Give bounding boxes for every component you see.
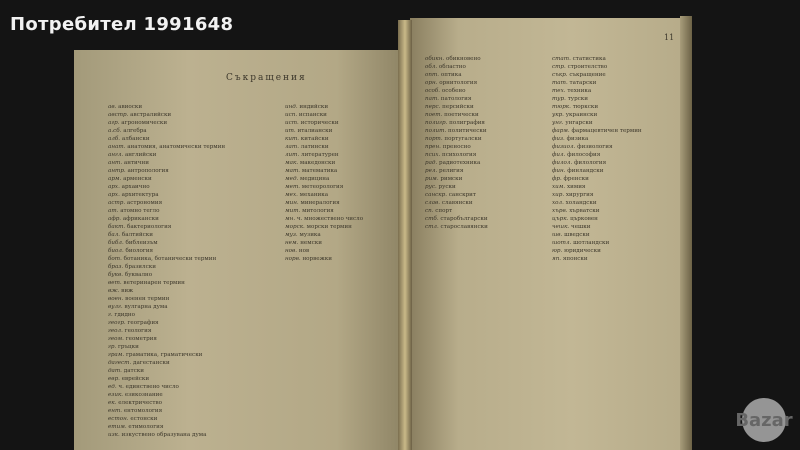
abbreviation-entry: унг. унгарски [552,120,593,126]
abbreviation-column-right-1 [425,55,550,231]
abbreviation-entry: англ. английски [108,152,157,158]
abbreviation-entry: воен. военен термин [108,296,170,302]
abbreviation-column-left-2 [285,103,397,263]
abbreviation-entry: мин. минералогия [285,200,340,206]
abbreviation-entry: агр. агрономически [108,120,168,126]
abbreviation-entry: шв. шведски [552,232,590,238]
bazar-logo-icon: Bazar [735,409,793,431]
abbreviation-entry: арм. арменски [108,176,152,182]
abbreviation-entry: норв. норвежки [285,256,332,262]
abbreviation-entry: език. езикознание [108,392,163,398]
abbreviation-entry: дагест. дагестански [108,360,170,366]
abbreviation-entry: библ. библеизъм [108,240,158,246]
abbreviation-entry: мет. метеорология [285,184,344,190]
abbreviation-entry: етим. етимология [108,424,164,430]
abbreviation-entry: естон. естонски [108,416,158,422]
abbreviation-column-right-2 [552,55,680,263]
abbreviation-entry: лит. литературен [285,152,339,158]
abbreviation-entry: вет. ветеринарен термин [108,280,185,286]
abbreviation-entry: антр. антропология [108,168,169,174]
abbreviation-entry: фр. френски [552,176,589,182]
abbreviation-entry: стр. строителство [552,64,608,70]
abbreviation-entry: орн. орнитология [425,80,478,86]
abbreviation-entry: тур. турски [552,96,589,102]
abbreviation-entry: вулг. вулгарна дума [108,304,168,310]
abbreviation-entry: арх. архитектура [108,192,159,198]
abbreviation-entry: ент. ентомология [108,408,163,414]
abbreviation-entry: тех. техника [552,88,592,94]
abbreviation-entry: ат. атомно тегло [108,208,160,214]
abbreviation-entry: хърв. хърватски [552,208,600,214]
abbreviation-entry: австр. австралийски [108,112,172,118]
abbreviation-entry: мед. медицина [285,176,330,182]
abbreviation-entry: санскр. санскрит [425,192,477,198]
abbreviation-entry: обл. областно [425,64,466,70]
abbreviation-entry: мат. математика [285,168,338,174]
abbreviation-entry: мит. митология [285,208,334,214]
abbreviation-entry: рел. религия [425,168,464,174]
abbreviation-entry: рад. радиотехника [425,160,481,166]
abbreviation-entry: съкр. съкращение [552,72,606,78]
abbreviation-entry: ек. електричество [108,400,163,406]
abbreviation-entry: порт. португалски [425,136,482,142]
abbreviation-entry: укр. украински [552,112,598,118]
abbreviation-entry: афр. африкански [108,216,159,222]
abbreviation-entry: слав. славянски [425,200,473,206]
abbreviation-entry: геом. геометрия [108,336,157,342]
section-heading: Съкращения [226,73,307,83]
abbreviation-entry: хир. хирургия [552,192,594,198]
abbreviation-entry: нов. нов [285,248,310,254]
abbreviation-entry: лат. латински [285,144,329,150]
abbreviation-entry: ист. исторически [285,120,339,126]
abbreviation-entry: дат. датски [108,368,144,374]
abbreviation-entry: мак. македонски [285,160,336,166]
abbreviation-entry: полит. политически [425,128,487,134]
book-page-edge [680,16,692,450]
abbreviation-entry: мех. механика [285,192,329,198]
abbreviation-entry: тат. татарски [552,80,597,86]
abbreviation-entry: поет. поетически [425,112,479,118]
abbreviation-entry: бал. балтийски [108,232,154,238]
abbreviation-entry: бот. ботаника, ботанически термин [108,256,217,262]
abbreviation-entry: пат. патология [425,96,472,102]
abbreviation-entry: г. гдидно [108,312,136,318]
abbreviation-entry: опт. оптика [425,72,462,78]
abbreviation-entry: арх. архаично [108,184,150,190]
abbreviation-entry: особ. особено [425,88,466,94]
abbreviation-entry: полигр. полиграфия [425,120,485,126]
abbreviation-entry: стат. статистика [552,56,606,62]
abbreviation-entry: вж. виж [108,288,134,294]
abbreviation-entry: физиол. физиология [552,144,613,150]
abbreviation-entry: фарм. фармацевтичен термин [552,128,642,134]
abbreviation-entry: исп. испански [285,112,327,118]
abbreviation-entry: геогр. география [108,320,159,326]
abbreviation-entry: инд. индийски [285,104,329,110]
abbreviation-entry: фил. философия [552,152,601,158]
abbreviation-entry: мн. ч. множествено число [285,216,364,222]
abbreviation-entry: рим. римски [425,176,463,182]
abbreviation-entry: грам. граматика, граматически [108,352,203,358]
abbreviation-entry: тюрк. тюркски [552,104,599,110]
abbreviation-entry: евр. еврейски [108,376,150,382]
abbreviation-entry: яп. японски [552,256,588,262]
abbreviation-entry: алб. албански [108,136,150,142]
abbreviation-entry: бакт. бактериология [108,224,172,230]
abbreviation-entry: анат. анатомия, анатомически термин [108,144,226,150]
abbreviation-entry: обикн. обикновено [425,56,481,62]
abbreviation-entry: ант. антични [108,160,149,166]
abbreviation-entry: биол. биология [108,248,154,254]
abbreviation-entry: фин. финландски [552,168,604,174]
abbreviation-entry: а.сб. алгебра [108,128,147,134]
abbreviation-entry: псих. психология [425,152,477,158]
abbreviation-entry: браз. бразилски [108,264,156,270]
book-spine [398,20,412,450]
abbreviation-column-left-1 [108,103,268,439]
abbreviation-entry: стл. старославянски [425,224,488,230]
abbreviation-entry: нем. немски [285,240,322,246]
user-watermark: Потребител 1991648 [10,14,234,35]
abbreviation-entry: букв. буквално [108,272,153,278]
abbreviation-entry: ит. италиански [285,128,333,134]
abbreviation-entry: физ. физика [552,136,589,142]
abbreviation-entry: църк. църковен [552,216,598,222]
bazar-logo [735,398,793,442]
abbreviation-entry: хим. химия [552,184,586,190]
page-number: 11 [664,33,675,42]
abbreviation-entry: рус. руски [425,184,456,190]
abbreviation-entry: хол. холандски [552,200,597,206]
abbreviation-entry: ав. авиоски [108,104,143,110]
abbreviation-entry: шотл. шотландски [552,240,610,246]
abbreviation-entry: морск. морски термин [285,224,352,230]
abbreviation-entry: кит. китайски [285,136,329,142]
abbreviation-entry: филол. филология [552,160,607,166]
abbreviation-entry: прен. преносно [425,144,471,150]
abbreviation-entry: сп. спорт [425,208,453,214]
abbreviation-entry: гр. гръцки [108,344,139,350]
abbreviation-entry: чешк. чешки [552,224,591,230]
abbreviation-entry: изк. изкуствено образувана дума [108,432,207,438]
abbreviation-entry: муз. музика [285,232,321,238]
abbreviation-entry: астр. астрономия [108,200,163,206]
abbreviation-entry: перс. персийски [425,104,474,110]
abbreviation-entry: юр. юридически [552,248,601,254]
abbreviation-entry: ед. ч. единствено число [108,384,179,390]
abbreviation-entry: стб. старобългарски [425,216,488,222]
abbreviation-entry: геол. геология [108,328,152,334]
